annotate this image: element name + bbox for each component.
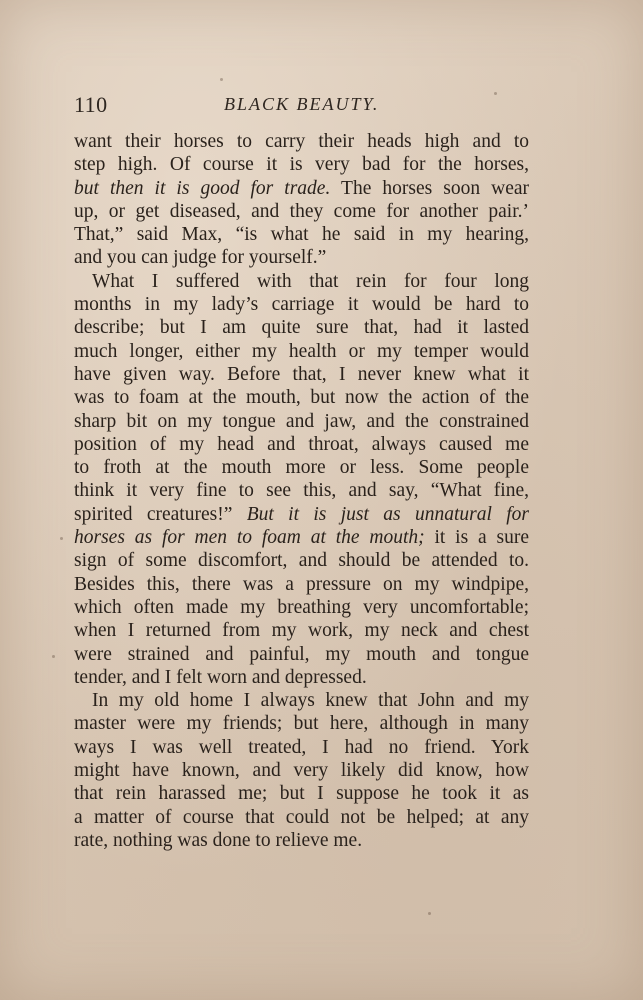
text-line (74, 456, 529, 479)
text-line (74, 153, 529, 176)
italic-text: horses as for men to foam at the mouth; (74, 527, 425, 549)
text-segment: think it very fine to see this, and say, “What fine, (74, 480, 529, 502)
text-line (74, 619, 529, 642)
paper-speck (60, 537, 63, 540)
text-line (74, 526, 529, 549)
text-segment: sign of some discomfort, and should be attended to. (74, 550, 529, 572)
text-line (74, 596, 529, 619)
text-segment: spirited creatures!” (74, 503, 247, 525)
text-segment: master were my friends; but here, although in many (74, 713, 529, 735)
text-line (74, 712, 529, 735)
text-segment: That,” said Max, “is what he said in my hearing, (74, 224, 529, 246)
text-segment: months in my lady’s carriage it would be hard to (74, 294, 529, 316)
text-segment: step high. Of course it is very bad for the horses, (74, 154, 529, 176)
text-segment: What I suffered with that rein for four long (92, 270, 529, 292)
text-line (74, 689, 529, 712)
paper-speck (52, 655, 55, 658)
text-segment: want their horses to carry their heads high and to (74, 131, 529, 152)
text-segment: position of my head and throat, always caused me (74, 433, 529, 455)
text-line (74, 736, 529, 759)
text-line (74, 829, 529, 852)
text-segment: much longer, either my health or my temper would (74, 340, 529, 362)
body-text (74, 130, 529, 852)
text-segment: that rein harassed me; but I suppose he took it as (74, 783, 529, 805)
text-segment: to froth at the mouth more or less. Some people (74, 457, 529, 479)
text-segment: tender, and I felt worn and depressed. (74, 666, 367, 688)
text-segment: Besides this, there was a pressure on my windpipe, (74, 573, 529, 595)
text-line (74, 340, 529, 363)
text-line (74, 782, 529, 805)
page-header (74, 92, 529, 122)
italic-text: But it is just as unnatural for (246, 503, 529, 525)
text-line (74, 200, 529, 223)
text-segment: a matter of course that could not be helped; at any (74, 806, 529, 828)
text-segment: sharp bit on my tongue and jaw, and the constrained (74, 410, 529, 432)
page-number: 110 (74, 92, 108, 117)
text-line (74, 806, 529, 829)
text-segment: and you can judge for yourself.” (74, 247, 327, 269)
text-segment: The horses soon wear (330, 177, 530, 199)
paper-speck (428, 912, 431, 915)
text-line (74, 316, 529, 339)
running-title: BLACK BEAUTY. (224, 94, 380, 114)
text-line (74, 270, 529, 293)
text-line (74, 177, 529, 200)
text-segment: it is a sure (424, 527, 530, 549)
text-line (74, 433, 529, 456)
text-segment: rate, nothing was done to relieve me. (74, 829, 363, 851)
text-line (74, 666, 529, 689)
italic-text: but then it is good for trade. (74, 177, 331, 199)
text-line (74, 386, 529, 409)
paper-speck (494, 92, 497, 95)
text-line (74, 549, 529, 572)
text-segment: In my old home I always knew that John and my (92, 690, 529, 712)
text-segment: might have known, and very likely did know, how (74, 760, 529, 782)
text-line (74, 479, 529, 502)
text-segment: which often made my breathing very uncomfortable; (74, 596, 529, 618)
text-line (74, 503, 529, 526)
text-line (74, 759, 529, 782)
text-line (74, 573, 529, 596)
text-line (74, 246, 529, 269)
paper-speck (220, 78, 223, 81)
text-segment: describe; but I am quite sure that, had it lasted (74, 317, 529, 339)
text-segment: was to foam at the mouth, but now the action of the (74, 387, 529, 409)
text-line (74, 363, 529, 386)
text-segment: were strained and painful, my mouth and tongue (74, 643, 529, 665)
text-line (74, 410, 529, 433)
text-line (74, 293, 529, 316)
text-segment: have given way. Before that, I never knew what it (74, 363, 529, 385)
text-segment: up, or get diseased, and they come for another pair.’ (74, 200, 529, 222)
text-line (74, 130, 529, 153)
text-line (74, 643, 529, 666)
text-segment: ways I was well treated, I had no friend. York (74, 736, 529, 758)
text-segment: when I returned from my work, my neck and chest (74, 620, 529, 642)
text-line (74, 223, 529, 246)
